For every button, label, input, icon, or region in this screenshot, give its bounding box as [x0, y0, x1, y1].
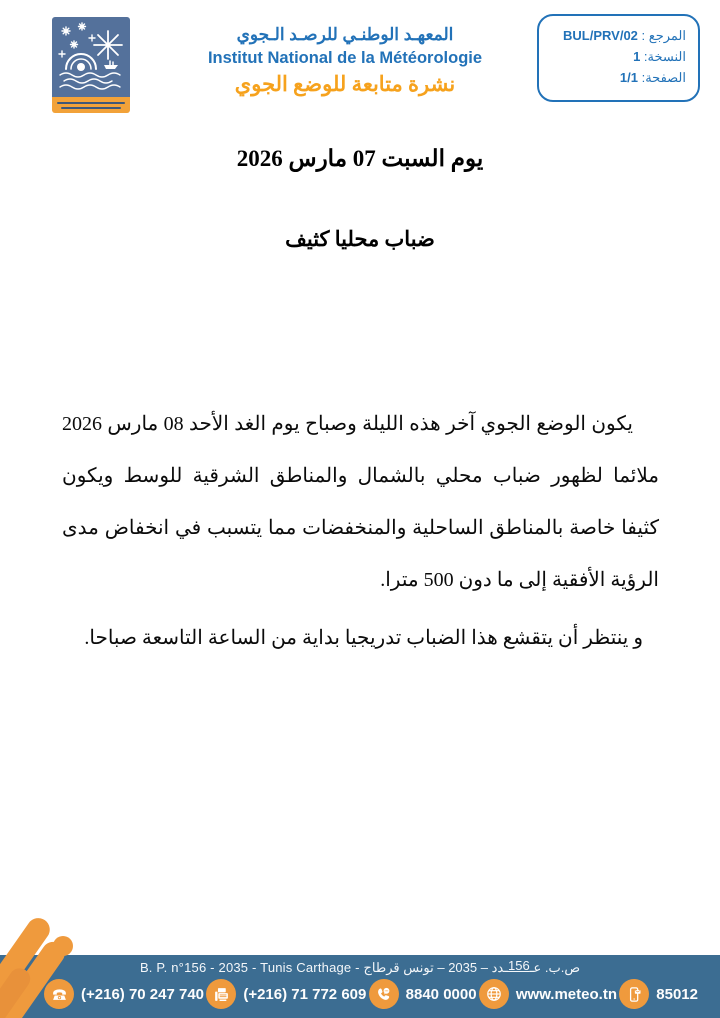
contact-row	[0, 979, 720, 1009]
page-label: الصفحة:	[641, 70, 686, 85]
org-name-arabic: المعهـد الوطنـي للرصـد الـجوي	[236, 25, 454, 44]
logo-caption-line	[57, 102, 125, 104]
contact-fax	[206, 979, 366, 1009]
reference-value: BUL/PRV/02	[563, 28, 638, 43]
contact-website	[479, 979, 617, 1009]
fax-icon	[206, 979, 236, 1009]
reference-label: المرجع :	[641, 28, 686, 43]
fax-number: (+216) 71 772 609	[243, 985, 367, 1003]
org-name-french: Institut National de la Météorologie	[207, 48, 483, 67]
address-arabic-prefix: ص.ب. عـ	[529, 960, 581, 975]
inm-logo-caption	[52, 97, 130, 113]
header-titles	[165, 24, 525, 101]
page-value: 1/1	[619, 70, 638, 85]
decor-dot	[53, 936, 73, 956]
call-center-number: 8840 0000	[405, 985, 477, 1003]
outlook-paragraph: و ينتظر أن يتقشع هذا الضباب تدريجيا بداية من الساعة التاسعة صباحا.	[84, 627, 643, 649]
telephone-icon	[44, 979, 74, 1009]
address-french: B. P. n°156 - 2035 - Tunis Carthage -	[139, 960, 360, 975]
bulletin-title: نشرة متابعة للوضع الجوي	[234, 72, 456, 97]
website-url: www.meteo.tn	[515, 985, 617, 1003]
footer-address	[0, 960, 720, 976]
inm-logo-artwork-icon	[52, 17, 130, 97]
phone-number: (+216) 70 247 740	[81, 985, 205, 1003]
date-heading: يوم السبت 07 مارس 2026	[236, 146, 484, 171]
contact-phone	[44, 979, 204, 1009]
address-po-number: 156	[508, 958, 530, 973]
reference-row	[547, 25, 686, 46]
version-row	[547, 46, 686, 67]
footer-bar	[0, 955, 720, 1018]
call-center-icon	[369, 979, 399, 1009]
subject-heading: ضباب محليا كثيف	[285, 227, 435, 251]
sms-icon	[619, 979, 649, 1009]
address-arabic-suffix: ـدد – 2035 – تونس قرطاج	[363, 960, 508, 975]
sms-number: 85012	[656, 985, 698, 1003]
bulletin-body	[62, 398, 659, 660]
contact-sms	[619, 979, 698, 1009]
forecast-paragraph: يكون الوضع الجوي آخر هذه الليلة وصباح يوم الغد الأحد 08 مارس 2026 ملائما لظهور ضباب محلي بالشمال والمناطق الشرقية للوسط ويكون كثيفا خاصة بالمناطق الساحلية والمنخفضات مما يتسبب في انخفاض مدى الرؤية الأفقية إلى ما دون 500 مترا.	[62, 413, 659, 591]
address-arabic	[364, 958, 581, 975]
version-value: 1	[633, 49, 641, 64]
page-row	[547, 67, 686, 88]
version-label: النسخة:	[643, 49, 686, 64]
globe-icon	[479, 979, 509, 1009]
logo-caption-line	[61, 107, 121, 109]
reference-box	[537, 14, 700, 102]
contact-call-center	[369, 979, 477, 1009]
inm-logo	[52, 17, 130, 113]
